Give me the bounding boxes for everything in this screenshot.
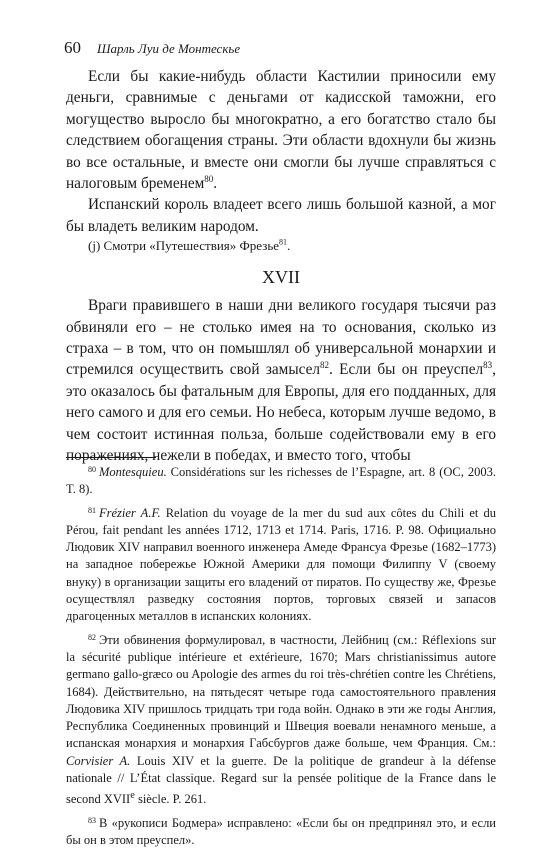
footnote-ref: 80 — [204, 173, 214, 184]
footnote-text: Relation du voyage de la mer du sud aux côtes du Chili et du Pérou, fait pendant les années 1712, 1713 et 1714. Paris, 1716. P. 98. Официально Людовик XIV направил военного инженера Амеде Франсуа Фрезье (1682–1773) на западное побережье Южной Америки для помощи Филиппу V (своему внуку) в организации защиты его владений от пиратов. По существу же, Фрезье осуществлял разведку состояния портов, торговых связей и запасов драгоценных металлов в испанских колониях. — [66, 505, 497, 624]
footnote-text: Considérations sur les richesses de l’Espagne, art. 8 (OC, 2003. T. 8). — [66, 465, 496, 497]
footnote-text: siècle. P. 261. — [134, 792, 207, 807]
footnote-text: Louis XIV et la guerre. De la politique de grandeur à la défense nationale // L’État classique. Regard sur la pensée politique de la France dans le second XVII — [66, 753, 496, 807]
footnote — [66, 461, 496, 499]
footnote-author: Montesquieu. — [99, 465, 167, 479]
footnote-author: Frézier A.F. — [99, 505, 161, 520]
footnote-text: В «рукописи Бодмера» исправлено: «Если бы он предпринял это, и если бы он в этом преуспел». — [66, 815, 496, 848]
running-title: Шарль Луи де Монтескье — [97, 41, 241, 56]
footnote-text: Эти обвинения формулировал, в частности, Лейбниц (см.: Réflexions sur la sécurité publique intérieure et extérieure, 1670; Mars christianissimus autore germano gallo-græco ou Apologie des armes du roi très-chrétien contre les Chrétiens, 1684). Действительно, на пятьдесят четыре года самостоятельного правления Людовика XIV пришлось тридцать три года войн. Однако в эти же годы Англия, Республика Соединенных провинций и Швеция воевали ненамного меньше, а испанская монархия и монархия Габсбургов даже больше, чем Франция. См.: — [66, 632, 496, 751]
footnote — [66, 629, 496, 809]
paragraph: Если бы какие-нибудь области Кастилии приносили ему деньги, сравнимые с деньгами от кадисской таможни, его могущество выросло бы многократно, а его богатство стало бы следствием обогащения страны. Эти области вдохнули бы жизнь во все остальные, и вместе они смогли бы лучше справляться с налоговым бременем$^{80}$. — [66, 68, 496, 193]
main-text — [66, 66, 496, 467]
paragraph-text: . Если бы он преуспел — [329, 361, 484, 379]
footnote-number: 81 — [88, 505, 96, 515]
footnote — [66, 812, 496, 850]
footnote-ref: 82 — [320, 360, 330, 371]
section-heading: XVII — [262, 267, 300, 288]
footnote-separator — [66, 457, 156, 458]
footnote-superscript: e — [130, 790, 135, 802]
footnote-author: Corvisier A. — [66, 753, 131, 768]
paragraph-text: , это оказалось бы фатальным для Европы, для его подданных, для него самого и для его семьи. Но небеса, которым лучше ведомо, в чем состоит истинная польза, больше содействовали ему в его поражениях, нежели в победах, и вместо того, чтобы — [66, 361, 496, 465]
author-note: (j) Смотри «Путешествия» Фрезье$^{81}$. — [88, 237, 291, 254]
footnote-number: 83 — [88, 815, 96, 825]
page-header — [64, 38, 240, 59]
paragraph — [66, 295, 496, 466]
page-number: 60 — [64, 38, 81, 57]
paragraph-text: Если бы какие-нибудь области Кастилии приносили ему деньги, сравнимые с деньгами от кадисской таможни, его могущество выросло бы многократно, а его богатство стало бы следствием обогащения страны. Эти области вдохнули бы жизнь во все остальные, и вместе они смогли бы лучше справляться с налоговым бременем — [66, 68, 496, 193]
author-note-text: (j) Смотри «Путешествия» Фрезье — [88, 238, 280, 254]
footnotes — [66, 461, 496, 852]
footnote — [66, 502, 496, 626]
paragraph: Испанский король владеет всего лишь большой казной, а мог бы владеть великим народом. — [66, 196, 496, 235]
footnote-ref: 83 — [483, 360, 493, 371]
footnote-number: 80 — [88, 465, 96, 474]
paragraph-text: Враги правившего в наши дни великого государя тысячи раз обвиняли его – не столько имея на то основания, сколько из страха – в том, что он помышлял об универсальной монархии и стремился осуществить свой замысел — [66, 297, 496, 379]
footnote-ref: 81 — [279, 237, 288, 247]
footnote-number: 82 — [88, 632, 96, 642]
